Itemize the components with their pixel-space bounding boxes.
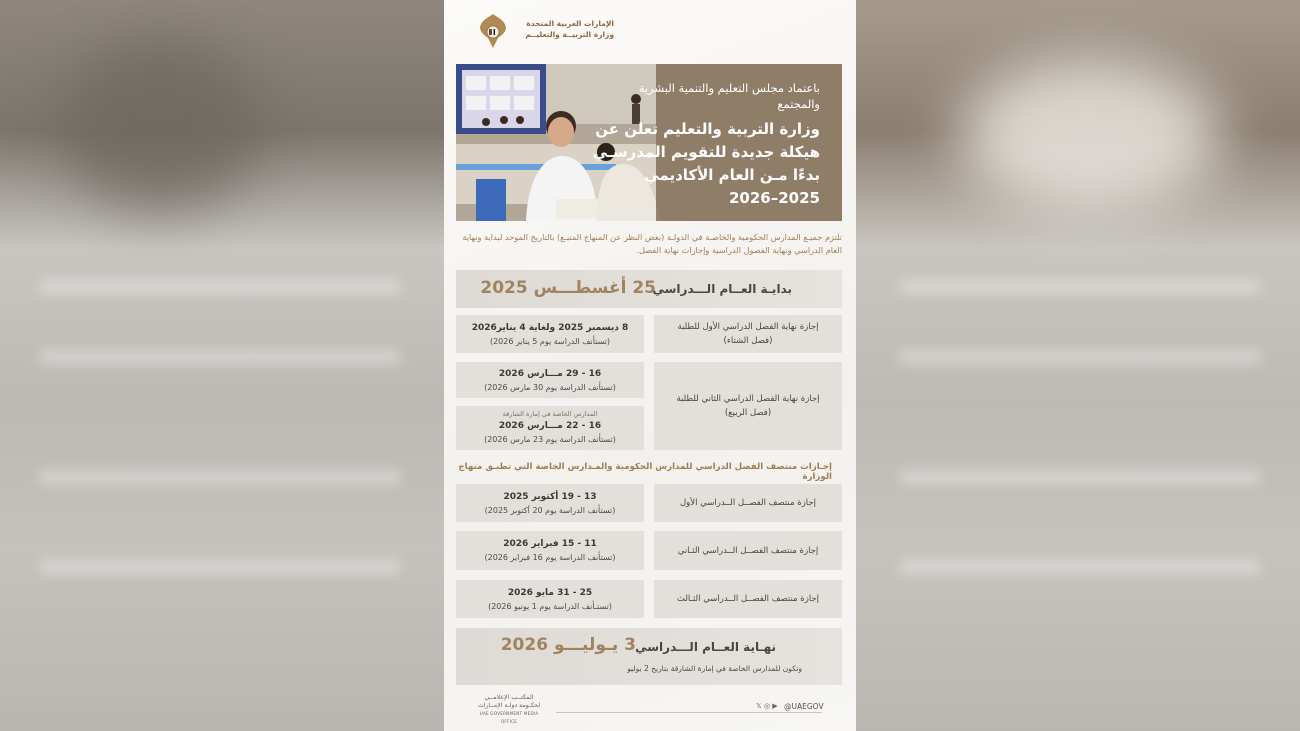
ministry-name xyxy=(514,18,614,40)
mid-break-2-date: 11 - 15 فبراير 2026 xyxy=(503,539,597,549)
spring-break-resume: (تستأنف الدراسة يوم 30 مارس 2026) xyxy=(484,382,616,392)
youtube-icon: ▶ xyxy=(772,702,778,710)
academic-year-start xyxy=(456,270,842,308)
mid-break-1-resume: (تستأنف الدراسة يوم 20 أكتوبر 2025) xyxy=(484,505,616,515)
spring-break-value xyxy=(456,362,644,398)
government-media-office-logo xyxy=(474,694,544,726)
ministry-line1: الإمارات العربية المتحدة xyxy=(526,19,614,28)
mid-break-1-value xyxy=(456,484,644,522)
winter-break-title: إجازة نهاية الفصل الدراسي الأول للطلبة xyxy=(677,322,819,332)
hero-title: وزارة التربية والتعليم تعلن عن هيكلة جديدة للتقويم المدرسـي بدءًا مـن العام الأكاديمي 2025–2026 xyxy=(592,120,820,207)
end-label: نهـاية العــام الـــدراسي xyxy=(635,640,776,654)
mid-break-2-value xyxy=(456,531,644,570)
mid-break-1-date: 13 - 19 أكتوبر 2025 xyxy=(503,491,597,502)
mid-break-1-title: إجازة منتصف الفصــل الــدراسي الأول xyxy=(679,498,817,508)
sharjah-spring-break-value xyxy=(456,406,644,450)
end-date: 3 يـوليـــو 2026 xyxy=(500,635,636,655)
start-date: 25 أغسطـــس 2025 xyxy=(480,278,656,298)
winter-break-date: 8 ديسمبر 2025 ولغاية 4 يناير2026 xyxy=(471,322,629,333)
mid-break-2-resume: (تستأنف الدراسة يوم 16 فبراير 2026) xyxy=(484,553,616,562)
x-icon: 𝕏 xyxy=(756,702,762,710)
end-note: وتكون للمدارس الخاصة في إمارة الشارقة بتاريخ 2 يوليو xyxy=(627,664,802,673)
mid-break-3-resume: (تستـأنف الدراسة يوم 1 يونيو 2026) xyxy=(488,601,612,611)
spring-break-date: 16 - 29 مـــارس 2026 xyxy=(498,368,602,379)
mid-break-3-value xyxy=(456,580,644,618)
mid-break-1-label xyxy=(654,484,842,522)
academic-year-end xyxy=(456,628,842,685)
hero-banner xyxy=(456,64,842,221)
social-handle: @UAEGOV xyxy=(784,702,824,711)
ministry-line2: وزارة التربيــة والتعليــم xyxy=(525,30,614,39)
winter-break-value xyxy=(456,315,644,353)
hero-subtitle: باعتماد مجلس التعليم والتنمية البشرية والمجتمع xyxy=(638,81,820,111)
calendar-poster xyxy=(444,0,856,731)
gmo-line2: لحكـومة دولـة الإمــارات xyxy=(477,702,541,709)
mid-break-3-date: 25 - 31 مايو 2026 xyxy=(507,587,593,598)
instagram-icon: ◎ xyxy=(763,702,770,710)
uae-emblem-icon xyxy=(478,12,508,50)
mid-break-3-title: إجازة منتصف الفصــل الــدراسي الثـالث xyxy=(676,594,820,604)
spring-break-title: إجازة نهاية الفصل الدراسي الثاني للطلبة xyxy=(676,394,820,404)
spring-break-label xyxy=(654,362,842,450)
mid-break-2-title: إجازة منتصف الفصــل الــدراسي الثـاني xyxy=(677,545,819,556)
mid-break-3-label xyxy=(654,580,842,618)
footer-divider xyxy=(556,712,822,713)
winter-break-resume: (تستأنف الدراسة يوم 5 يناير 2026) xyxy=(489,336,611,346)
spring-break-season: (فصل الربيع) xyxy=(724,408,772,418)
start-label: بدايـة العــام الـــدراسي xyxy=(652,282,792,296)
social-icons xyxy=(756,702,778,710)
mid-term-heading: إجـازات منتصف الفصل الدراسي للمدارس الحكومية والمـدارس الخاصة التي تطبـق منهاج الوزارة xyxy=(458,462,832,482)
sharjah-note: المدارس الخاصة في إمارة الشارقة xyxy=(502,410,598,418)
winter-break-season: (فصل الشتاء) xyxy=(723,336,773,346)
mid-break-2-label xyxy=(654,531,842,570)
gmo-line1: المكتــب الإعلامــي xyxy=(484,694,534,701)
winter-break-label xyxy=(654,315,842,353)
sharjah-spring-resume: (تستأنف الدراسة يوم 23 مارس 2026) xyxy=(484,435,616,444)
sharjah-spring-date: 16 - 22 مـــارس 2026 xyxy=(498,421,602,431)
gmo-english: UAE GOVERNMENT MEDIA OFFICE xyxy=(479,711,539,724)
intro-text: تلتزم جميـع المدارس الحكومية والخاصـة في الدولـة (بغض النظر عن المنهاج المتبـع) بالتاريخ الموحد لبداية ونهاية العام الدراسي ونهاية الفصول الدراسية وإجازات نهاية الفصل. xyxy=(462,232,842,255)
